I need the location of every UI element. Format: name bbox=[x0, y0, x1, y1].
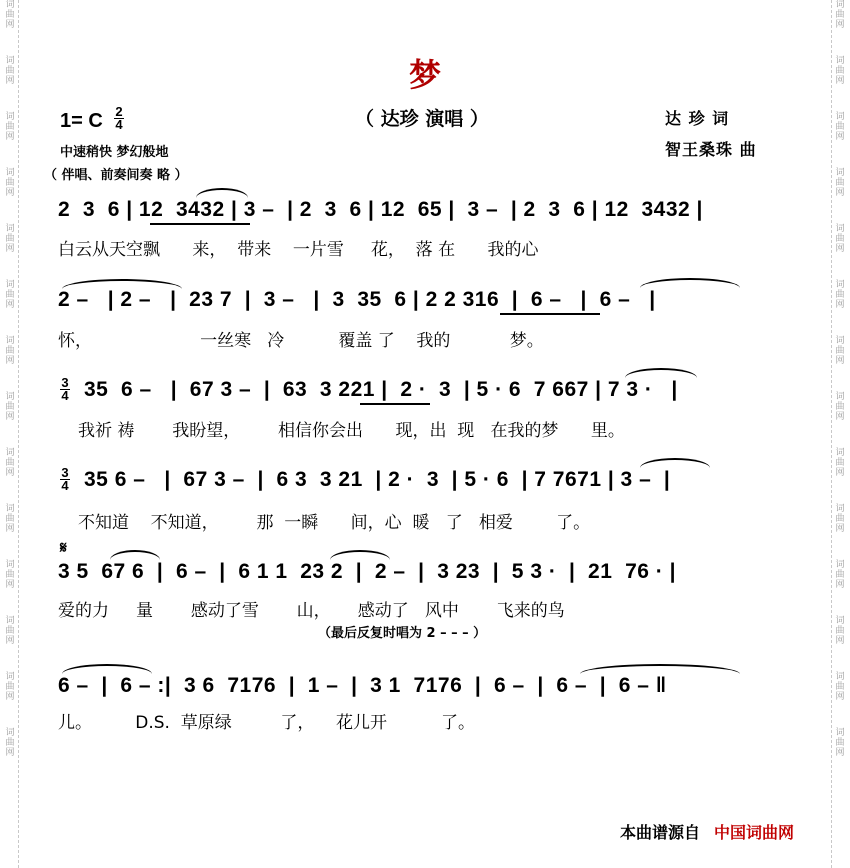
time-signature-bottom: 4 bbox=[115, 117, 123, 132]
watermark-text: 词 曲 网 bbox=[5, 728, 15, 758]
time-signature-top: 2 bbox=[115, 104, 123, 119]
watermark-text: 词 曲 网 bbox=[5, 56, 15, 86]
notation-row-4: 35 6 – | 67 3 – | 6 3 3 21 | 2 · 3 | 5 · 6 | 7 7671 | 3 – | bbox=[84, 468, 671, 491]
watermark-text: 词 曲 网 bbox=[835, 616, 845, 646]
watermark-text: 词 曲 网 bbox=[5, 672, 15, 702]
slur bbox=[62, 664, 152, 674]
watermark-text: 词 曲 网 bbox=[5, 392, 15, 422]
slur bbox=[640, 458, 710, 468]
watermark-text: 词 曲 网 bbox=[835, 56, 845, 86]
watermark-text: 词 曲 网 bbox=[835, 728, 845, 758]
watermark-strip-left bbox=[2, 0, 19, 868]
watermark-text: 词 曲 网 bbox=[835, 168, 845, 198]
key-signature: 1= C bbox=[60, 110, 103, 132]
song-title: 梦 bbox=[408, 56, 441, 94]
time-signature-3-4: 3 4 bbox=[61, 375, 69, 403]
slur bbox=[640, 278, 740, 288]
watermark-text: 词 曲 网 bbox=[835, 336, 845, 366]
watermark-text: 词 曲 网 bbox=[5, 336, 15, 366]
lyrics-row-3: 我祈 祷 我盼望， 相信你会出 现，出 现 在我的梦 里。 bbox=[78, 421, 625, 441]
slur bbox=[330, 550, 390, 560]
watermark-text: 词 曲 网 bbox=[835, 560, 845, 590]
tempo-marking: 中速稍快 梦幻般地 bbox=[60, 145, 169, 160]
segno-sign: 𝄋 bbox=[60, 538, 67, 557]
watermark-text: 词 曲 网 bbox=[835, 672, 845, 702]
notation-row-1: 2 3 6 | 12 3432 | 3 – | 2 3 6 | 12 65 | 3 – | 2 3 6 | 12 3432 | bbox=[58, 198, 703, 221]
slur bbox=[196, 188, 248, 198]
lyrics-row-5: 爱的力 量 感动了雪 山， 感动了 风中 飞来的鸟 bbox=[58, 601, 565, 621]
beam-underline bbox=[360, 403, 430, 405]
lyricist-credit: 达 珍 词 bbox=[665, 109, 730, 128]
beam-underline bbox=[500, 313, 600, 315]
notation-row-2: 2 – | 2 – | 23 7 | 3 – | 3 35 6 | 2 2 316 | 6 – | 6 – | bbox=[58, 288, 656, 311]
singer-line: （ 达珍 演唱 ） bbox=[355, 108, 489, 130]
source-site-link[interactable]: 中国词曲网 bbox=[714, 823, 795, 842]
watermark-text: 词 曲 网 bbox=[5, 448, 15, 478]
intro-note: （ 伴唱、前奏间奏 略 ） bbox=[44, 168, 188, 183]
repeat-instruction: （最后反复时唱为 2 – – – ） bbox=[318, 626, 487, 641]
watermark-text: 词 曲 网 bbox=[5, 616, 15, 646]
beam-underline bbox=[150, 223, 250, 225]
slur bbox=[625, 368, 697, 378]
watermark-strip-right bbox=[831, 0, 848, 868]
slur bbox=[580, 664, 740, 674]
time-signature bbox=[114, 106, 124, 131]
source-label: 本曲谱源自 bbox=[620, 823, 701, 842]
lyrics-row-2: 怀， 一丝寒 冷 覆盖 了 我的 梦。 bbox=[58, 331, 544, 351]
watermark-text: 词 曲 网 bbox=[835, 112, 845, 142]
composer-credit: 智王桑珠 曲 bbox=[665, 140, 757, 159]
watermark-text: 词 曲 网 bbox=[835, 392, 845, 422]
watermark-text: 词 曲 网 bbox=[5, 168, 15, 198]
watermark-text: 词 曲 网 bbox=[5, 560, 15, 590]
slur bbox=[62, 279, 182, 289]
watermark-text: 词 曲 网 bbox=[5, 112, 15, 142]
watermark-text: 词 曲 网 bbox=[835, 224, 845, 254]
lyrics-row-6: 儿。 D.S. 草原绿 了， 花儿开 了。 bbox=[58, 713, 476, 733]
watermark-text: 词 曲 网 bbox=[5, 224, 15, 254]
notation-row-5: 3 5 67 6 | 6 – | 6 1 1 23 2 | 2 – | 3 23 | 5 3 · | 21 76 · | bbox=[58, 560, 676, 583]
lyrics-row-4: 不知道 不知道， 那 一瞬 间，心 暖 了 相爱 了。 bbox=[78, 513, 591, 533]
watermark-text: 词 曲 网 bbox=[5, 280, 15, 310]
watermark-text: 词 曲 网 bbox=[5, 0, 15, 30]
watermark-text: 词 曲 网 bbox=[835, 280, 845, 310]
lyrics-row-1: 白云从天空飘 来， 带来 一片雪 花， 落 在 我的心 bbox=[58, 240, 539, 260]
watermark-text: 词 曲 网 bbox=[835, 504, 845, 534]
time-signature-3-4-b: 3 4 bbox=[61, 465, 69, 493]
notation-row-6: 6 – | 6 – :| 3 6 7176 | 1 – | 3 1 7176 | 6 – | 6 – | 6 – ‖ bbox=[58, 674, 667, 697]
watermark-text: 词 曲 网 bbox=[5, 504, 15, 534]
slur bbox=[110, 550, 160, 560]
source-attribution bbox=[620, 820, 794, 843]
notation-row-3: 35 6 – | 67 3 – | 63 3 221 | 2 · 3 | 5 · 6 7 667 | 7 3 · | bbox=[84, 378, 678, 401]
watermark-text: 词 曲 网 bbox=[835, 448, 845, 478]
watermark-text: 词 曲 网 bbox=[835, 0, 845, 30]
